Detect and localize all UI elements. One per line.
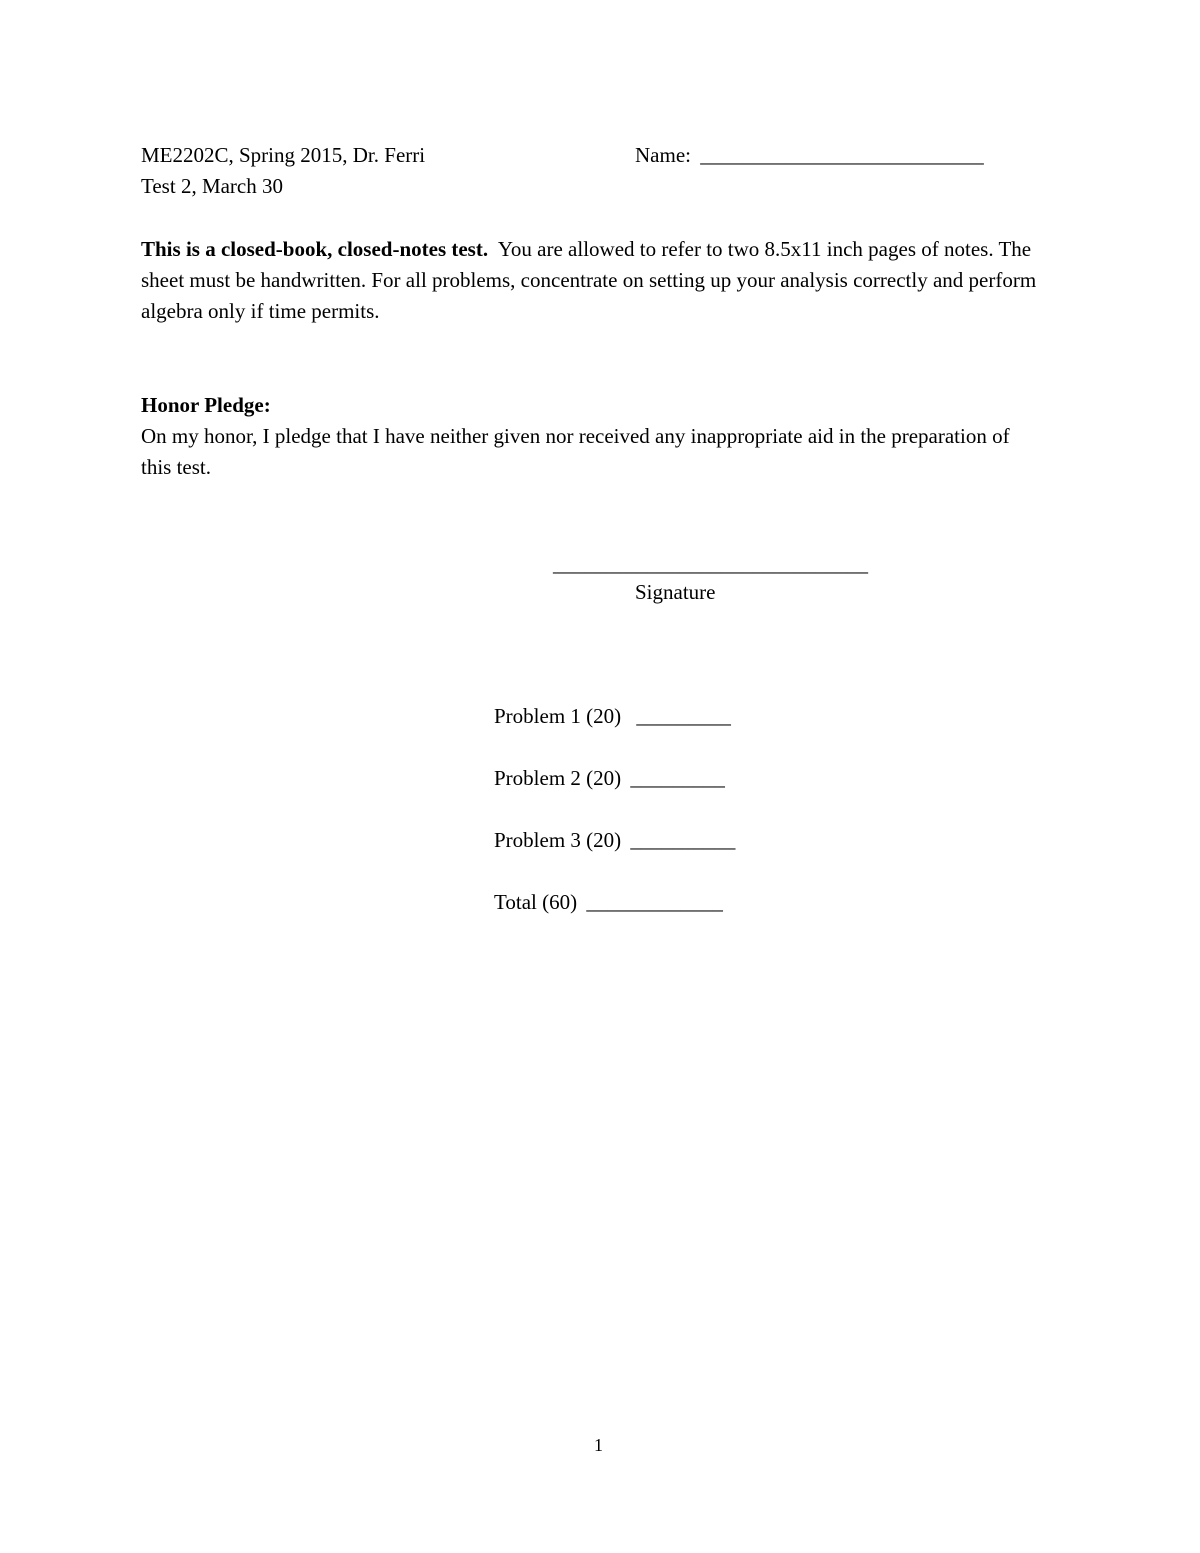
- signature-label: Signature: [635, 580, 716, 604]
- name-field: [635, 140, 984, 171]
- score-blank: _____________: [586, 890, 723, 914]
- score-row: [494, 701, 731, 732]
- name-blank: ___________________________: [700, 143, 984, 167]
- score-row: [494, 825, 735, 856]
- score-blank: __________: [630, 828, 736, 852]
- test-line: Test 2, March 30: [141, 174, 283, 198]
- score-row: [494, 763, 725, 794]
- instructions-bold-lead: This is a closed-book, closed-notes test.: [141, 237, 489, 261]
- score-row: [494, 887, 723, 918]
- course-line: ME2202C, Spring 2015, Dr. Ferri: [141, 143, 426, 167]
- score-label: Total (60): [494, 890, 578, 914]
- score-label: Problem 3 (20): [494, 828, 622, 852]
- instructions-paragraph: [141, 234, 1056, 327]
- signature-line: ______________________________: [553, 552, 868, 576]
- instructions-body: You are allowed to refer to two 8.5x11 inch pages of notes. The sheet must be handwritten. For all problems, concentrate on setting up your analysis correctly and perform algebra only if time permits.: [141, 237, 1037, 323]
- score-label: Problem 2 (20): [494, 766, 622, 790]
- score-label: Problem 1 (20): [494, 704, 622, 728]
- page-number: 1: [594, 1435, 603, 1455]
- score-blank: _________: [636, 704, 731, 728]
- name-label: Name:: [635, 143, 691, 167]
- honor-pledge-heading: Honor Pledge:: [141, 393, 271, 417]
- score-blank: _________: [630, 766, 725, 790]
- honor-pledge-text: On my honor, I pledge that I have neither given nor received any inappropriate aid in the preparation of this test.: [141, 424, 1010, 479]
